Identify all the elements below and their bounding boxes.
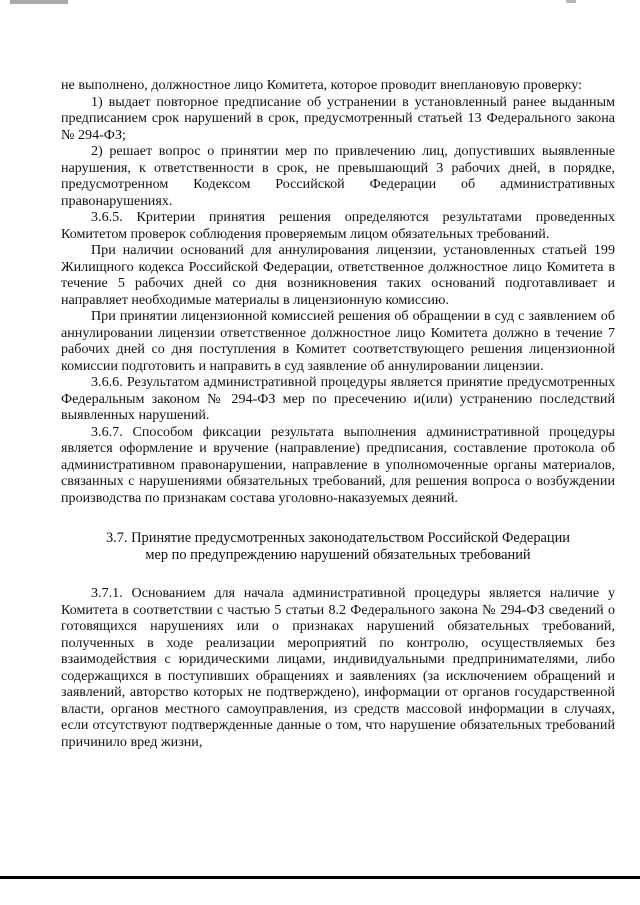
section-heading [61, 530, 615, 563]
document-body [61, 77, 615, 750]
section-heading-line: мер по предупреждению нарушений обязательных требований [145, 546, 531, 563]
paragraph: 3.6.6. Результатом административной процедуры является принятие предусмотренных Федеральным законом № 294-ФЗ мер по пресечению и(или) устранению последствий выявленных нарушений. [61, 374, 615, 423]
paragraph: При наличии оснований для аннулирования лицензии, установленных статьей 199 Жилищного кодекса Российской Федерации, ответственное должностное лицо Комитета в течение 5 рабочих дней со дня возникновения таких оснований подготавливает и направляет необходимые материалы в лицензионную комиссию. [61, 242, 615, 308]
scan-edge-mark [10, 0, 68, 4]
paragraph: При принятии лицензионной комиссией решения об обращении в суд с заявлением об аннулировании лицензии ответственное должностное лицо Комитета должно в течение 7 рабочих дней со дня поступления в Комитет соответствующего решения лицензионной комиссии подготовить и направить в суд заявление об аннулировании лицензии. [61, 308, 615, 374]
page-bottom-rule [0, 876, 640, 879]
paragraph: 3.6.7. Способом фиксации результата выполнения административной процедуры является оформление и вручение (направление) предписания, составление протокола об административном правонарушении, направление в уполномоченные органы материалов, связанных с нарушениями обязательных требований, для решения вопроса о возбуждении производства по признакам состава уголовно-наказуемых деяний. [61, 423, 615, 506]
paragraph: 2) решает вопрос о принятии мер по привлечению лиц, допустивших выявленные нарушения, к ответственности в срок, не превышающий 3 рабочих дней, в порядке, предусмотренном Кодексом Российской Федерации об административных правонарушениях. [61, 143, 615, 209]
section-heading-line: 3.7. Принятие предусмотренных законодательством Российской Федерации [105, 530, 571, 546]
paragraph: 1) выдает повторное предписание об устранении в установленный ранее выданным предписанием срок нарушений в срок, предусмотренный статьей 13 Федерального закона № 294-ФЗ; [61, 93, 615, 143]
paragraph: 3.6.5. Критерии принятия решения определяются результатами проведенных Комитетом проверок соблюдения проверяемым лицом обязательных требований. [61, 209, 615, 242]
paragraph: 3.7.1. Основанием для начала административной процедуры является наличие у Комитета в соответствии с частью 5 статьи 8.2 Федерального закона № 294-ФЗ сведений о готовящихся нарушениях или о признаках нарушений обязательных требований, полученных в ходе реализации мероприятий по контролю, осуществляемых без взаимодействия с юридическими лицами, индивидуальными предпринимателями, либо содержащихся в поступивших обращениях и заявлениях (за исключением обращений и заявлений, авторство которых не подтверждено), информации от органов государственной власти, органов местного самоуправления, из средств массовой информации в случаях, если отсутствуют подтвержденные данные о том, что нарушение обязательных требований причинило вред жизни, [61, 585, 615, 750]
paragraph: не выполнено, должностное лицо Комитета, которое проводит внеплановую проверку: [61, 77, 583, 93]
scan-edge-mark [566, 0, 576, 3]
